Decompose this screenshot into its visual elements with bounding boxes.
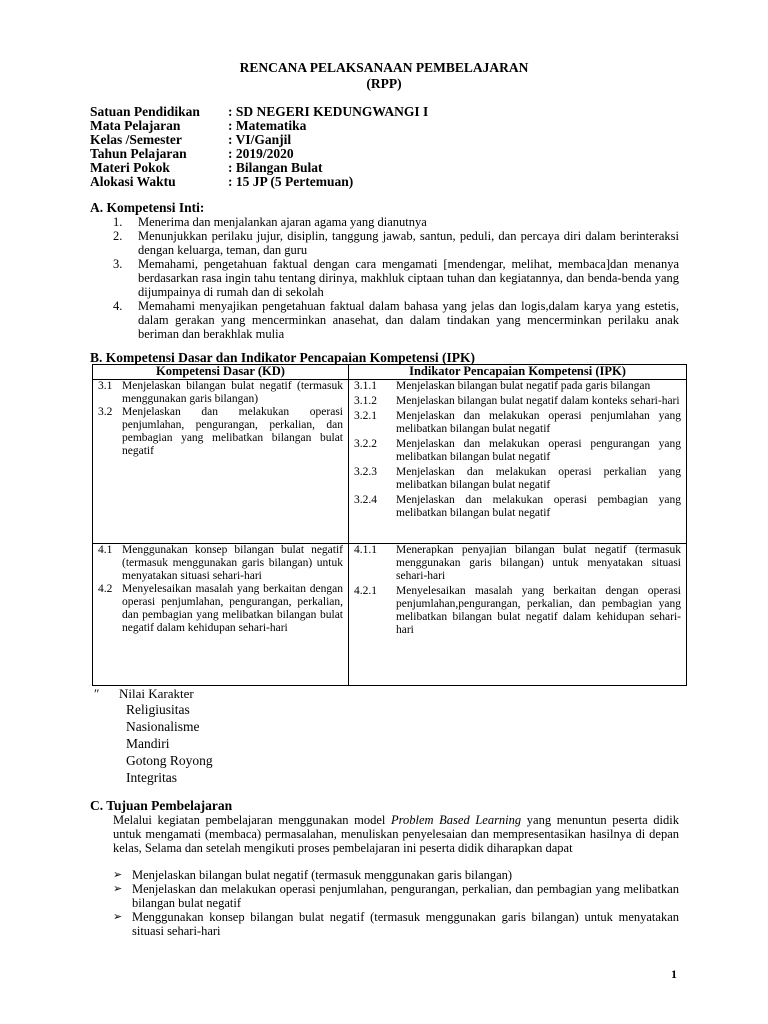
ipk-number: 3.2.1: [354, 410, 377, 422]
table-row: [93, 544, 687, 686]
ipk-number: 4.2.1: [354, 585, 377, 597]
arrow-bullet-icon: ➢: [113, 910, 123, 923]
kd-entry: [98, 583, 343, 635]
section-a-heading: A. Kompetensi Inti:: [90, 200, 205, 215]
kd-number: 3.2: [98, 406, 113, 418]
ipk-entry: [354, 466, 681, 492]
ipk-number: 3.1.2: [354, 395, 377, 407]
tujuan-paragraph: [113, 813, 679, 855]
kd-cell: [93, 544, 349, 686]
doc-title: RENCANA PELAKSANAAN PEMBELAJARAN: [239, 60, 529, 75]
table-header-row: [93, 365, 687, 380]
identity-value: : Bilangan Bulat: [228, 160, 323, 175]
kd-cell: [93, 380, 349, 544]
model-name: Problem Based Learning: [390, 813, 522, 827]
ipk-number: 3.2.4: [354, 494, 377, 506]
section-c-heading: C. Tujuan Pembelajaran: [90, 798, 233, 813]
kd-text: Menyelesaikan masalah yang berkaitan dengan operasi penjumlahan, pengurangan, perkalian, dan pembagian yang melibatkan bilangan bulat negatif dalam kehidupan sehari-hari: [122, 583, 343, 634]
nilai-karakter-item: Nasionalisme: [126, 719, 200, 734]
tujuan-intro-pre: Melalui kegiatan pembelajaran menggunakan model: [113, 813, 391, 827]
ipk-cell: [349, 380, 687, 544]
ki-text: Menerima dan menjalankan ajaran agama yang dianutnya: [138, 215, 427, 229]
nilai-karakter-item: Mandiri: [126, 736, 170, 751]
identity-value: : 2019/2020: [228, 146, 294, 161]
ipk-number: 4.1.1: [354, 544, 377, 556]
ipk-text: Menjelaskan dan melakukan operasi penjumlahan yang melibatkan bilangan bulat negatif: [396, 410, 681, 435]
ki-number: 2.: [113, 229, 123, 243]
ipk-text: Menjelaskan dan melakukan operasi perkalian yang melibatkan bilangan bulat negatif: [396, 466, 681, 491]
kd-number: 4.1: [98, 544, 113, 556]
identity-label: Materi Pokok: [90, 160, 170, 175]
identity-label: Kelas /Semester: [90, 132, 182, 147]
tujuan-bullet-text: Menjelaskan dan melakukan operasi penjumlahan, pengurangan, perkalian, dan pembagian yang melibatkan bilangan bulat negatif: [132, 882, 679, 910]
ki-text: Memahami menyajikan pengetahuan faktual dalam bahasa yang jelas dan logis,dalam karya yang estetis, dalam gerakan yang mencerminkan anasehat, dan dalam tindakan yang mencerminkan perilaku anak beriman dan berakhlak mulia: [138, 299, 679, 341]
identity-value: : SD NEGERI KEDUNGWANGI I: [228, 104, 429, 119]
ipk-text: Menerapkan penyajian bilangan bulat negatif (termasuk menggunakan garis bilangan) untuk menyatakan situasi sehari-hari: [396, 544, 681, 582]
ki-number: 4.: [113, 299, 123, 313]
tujuan-bullet-text: Menggunakan konsep bilangan bulat negatif (termasuk menggunakan garis bilangan) untuk menyatakan situasi sehari-hari: [132, 910, 679, 938]
identity-label: Mata Pelajaran: [90, 118, 181, 133]
kd-number: 3.1: [98, 380, 113, 392]
identity-label: Satuan Pendidikan: [90, 104, 200, 119]
identity-value: : Matematika: [228, 118, 307, 133]
kd-text: Menggunakan konsep bilangan bulat negatif (termasuk menggunakan garis bilangan) untuk menyatakan situasi sehari-hari: [122, 544, 343, 582]
kd-ipk-table: [92, 364, 687, 686]
kd-text: Menjelaskan bilangan bulat negatif (termasuk menggunakan garis bilangan): [122, 380, 343, 405]
column-header-ipk: Indikator Pencapaian Kompetensi (IPK): [349, 365, 687, 380]
nilai-karakter-item: Gotong Royong: [126, 753, 213, 768]
kd-number: 4.2: [98, 583, 113, 595]
identity-value: : VI/Ganjil: [228, 132, 292, 147]
ipk-entry: [354, 438, 681, 464]
identity-label: Tahun Pelajaran: [90, 146, 187, 161]
identity-value: : 15 JP (5 Pertemuan): [228, 174, 354, 189]
ipk-entry: [354, 494, 681, 520]
ipk-number: 3.2.2: [354, 438, 377, 450]
arrow-bullet-icon: ➢: [113, 882, 123, 895]
identity-label: Alokasi Waktu: [90, 174, 176, 189]
ipk-entry: [354, 585, 681, 637]
ipk-entry: [354, 395, 681, 408]
ipk-number: 3.1.1: [354, 380, 377, 392]
table-row: [93, 380, 687, 544]
ipk-entry: [354, 410, 681, 436]
ipk-number: 3.2.3: [354, 466, 377, 478]
kd-entry: [98, 380, 343, 406]
ipk-text: Menyelesaikan masalah yang berkaitan dengan operasi penjumlahan,pengurangan, perkalian, dan pembagian yang melibatkan bilangan bulat negatif dalam kehidupan sehari-hari: [396, 585, 681, 636]
section-b-heading: B. Kompetensi Dasar dan Indikator Pencapaian Kompetensi (IPK): [90, 350, 476, 365]
column-header-kd: Kompetensi Dasar (KD): [93, 365, 349, 380]
nilai-karakter-title: Nilai Karakter: [119, 686, 194, 701]
tujuan-bullet-text: Menjelaskan bilangan bulat negatif (termasuk menggunakan garis bilangan): [132, 868, 513, 882]
arrow-bullet-icon: ➢: [113, 868, 123, 881]
page-number: 1: [671, 967, 677, 981]
ipk-entry: [354, 544, 681, 583]
ipk-text: Menjelaskan bilangan bulat negatif pada garis bilangan: [396, 380, 651, 392]
nilai-karakter-item: Integritas: [126, 770, 177, 785]
ipk-text: Menjelaskan bilangan bulat negatif dalam konteks sehari-hari: [396, 395, 680, 407]
ipk-entry: [354, 380, 681, 393]
kd-text: Menjelaskan dan melakukan operasi penjumlahan, pengurangan, perkalian, dan pembagian yang melibatkan bilangan bulat negatif: [122, 406, 343, 457]
kd-entry: [98, 406, 343, 458]
ki-number: 1.: [113, 215, 123, 229]
kd-entry: [98, 544, 343, 583]
ipk-text: Menjelaskan dan melakukan operasi pembagian yang melibatkan bilangan bulat negatif: [396, 494, 681, 519]
ipk-text: Menjelaskan dan melakukan operasi pengurangan yang melibatkan bilangan bulat negatif: [396, 438, 681, 463]
ki-number: 3.: [113, 257, 123, 271]
nilai-karakter-mark: ″: [94, 686, 100, 701]
ki-text: Menunjukkan perilaku jujur, disiplin, tanggung jawab, santun, peduli, dan percaya diri dalam berinteraksi dengan keluarga, teman, dan guru: [138, 229, 679, 257]
doc-subtitle: (RPP): [366, 76, 402, 91]
nilai-karakter-item: Religiusitas: [126, 702, 190, 717]
tujuan-intro-post: yang menuntun peserta didik untuk mengamati (membaca) permasalahan, menuliskan penyelesaian dan mempresentasikan hasilnya di depan kelas, Selama dan setelah mengikuti proses pembelajaran ini peserta didik diharapkan dapat: [113, 813, 679, 855]
ipk-cell: [349, 544, 687, 686]
ki-text: Memahami, pengetahuan faktual dengan cara mengamati [mendengar, melihat, membaca]dan menanya berdasarkan rasa ingin tahu tentang dirinya, makhluk ciptaan tuhan dan kegiatannya, dan benda-benda yang dijumpainya di rumah dan di sekolah: [138, 257, 679, 299]
